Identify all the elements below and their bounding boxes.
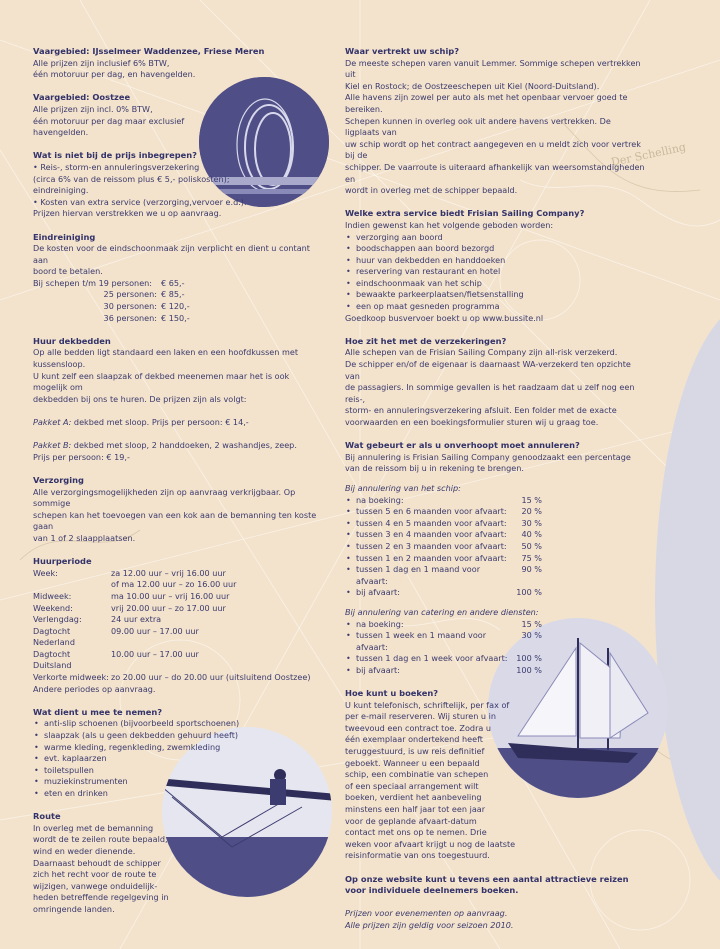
cancellation-row: • na boeking: 15 %	[345, 619, 542, 631]
website-note: Op onze website kunt u tevens een aantal attractieve reizen voor individuele deelnemers boeken.	[345, 873, 629, 896]
text-line: De meeste schepen varen vanuit Lemmer. Sommige schepen vertrekken uit	[345, 57, 641, 80]
text-line: omringende landen.	[33, 903, 115, 914]
section-niet-inbegrepen	[33, 150, 318, 220]
subheading: Bij annulering van het schip:	[345, 482, 461, 493]
list-item: • reservering van restaurant en hotel	[345, 266, 645, 278]
text-line: U kunt telefonisch, schriftelijk, per fax of	[345, 699, 510, 710]
text-line: Alle verzorgingsmogelijkheden zijn op aanvraag verkrijgbaar. Op sommige	[33, 486, 296, 509]
heading: Huurperiode	[33, 556, 92, 567]
text-line: (circa 6% van de reissom plus € 5,- poliskosten);	[33, 173, 230, 184]
price-row: 36 personen: € 150,-	[103, 312, 190, 323]
heading: Wat gebeurt er als u onverhoopt moet annuleren?	[345, 440, 580, 451]
heading: Hoe kunt u boeken?	[345, 688, 439, 699]
list-item: • verzorging aan boord	[345, 232, 645, 244]
text-line: dekbedden bij ons te huren. De prijzen zijn als volgt:	[33, 393, 247, 404]
text-line: of een speciaal arrangement wilt	[345, 780, 479, 791]
text-line: De schipper en/of de eigenaar is daarnaast WA-verzekerd ten opzichte van	[345, 359, 631, 381]
text-line: tweevoud een contract toe. Zodra u	[345, 722, 492, 733]
heading: Hoe zit het met de verzekeringen?	[345, 335, 507, 346]
cancellation-row: • tussen 2 en 3 maanden voor afvaart: 50 %	[345, 541, 542, 553]
section-website	[345, 874, 645, 897]
period-row: Verlengdag: 24 uur extra	[33, 614, 162, 625]
left-column	[33, 46, 318, 927]
text-line: Alle prijzen zijn inclusief 6% BTW,	[33, 57, 170, 68]
map-label: Der Schelling	[609, 140, 688, 169]
list-item: • warme kleding, regenkleding, zwemkleding	[33, 742, 318, 754]
list-item: • slaapzak (als u geen dekbedden gehuurd heeft)	[33, 730, 318, 742]
price-row: 25 personen: € 85,-	[103, 289, 185, 300]
text-line: wind en weder dienende.	[33, 845, 136, 856]
text-line: Indien gewenst kan het volgende geboden worden:	[345, 219, 554, 230]
heading: Wat is niet bij de prijs inbegrepen?	[33, 150, 197, 161]
text-line: de passagiers. In sommige gevallen is het raadzaam dat u zelf nog een reis-,	[345, 382, 635, 404]
list-item: • toiletspullen	[33, 765, 318, 777]
period-row: Midweek: ma 10.00 uur – vrij 16.00 uur	[33, 590, 230, 601]
heading: Eindreiniging	[33, 231, 96, 242]
section-verzorging	[33, 475, 318, 545]
text-line: minstens een half jaar tot een jaar	[345, 804, 486, 814]
text-line: geboekt. Wanneer u een bepaald	[345, 757, 480, 768]
text-line: voor de geplande afvaart-datum	[345, 815, 477, 826]
text-line: Schepen kunnen in overleg ook uit andere havens vertrekken. De ligplaats van	[345, 115, 611, 138]
price-list	[33, 278, 318, 324]
text-line: havengelden.	[33, 127, 89, 138]
cancellation-row: • tussen 5 en 6 maanden voor afvaart: 20 %	[345, 506, 542, 518]
text-line: schip, een combinatie van schepen	[345, 769, 489, 780]
text-line: • Kosten van extra service (verzorging,vervoer e.d.).	[33, 196, 247, 207]
heading: Verzorging	[33, 474, 84, 485]
cancellation-row: • tussen 1 dag en 1 week voor afvaart: 100 %	[345, 653, 542, 665]
list-item: • anti-slip schoenen (bijvoorbeeld sportschoenen)	[33, 718, 318, 730]
section-vertrek	[345, 46, 645, 197]
list-item: • muziekinstrumenten	[33, 776, 318, 788]
list-item: • huur van dekbedden en handdoeken	[345, 255, 645, 267]
text-line: storm- en annuleringsverzekering afsluit. Een folder met de exacte	[345, 405, 617, 416]
text-line: Prijzen hiervan verstrekken we u op aanvraag.	[33, 208, 222, 219]
text-line: Alle havens zijn zowel per auto als met het openbaar vervoer goed te bereiken.	[345, 92, 628, 114]
text-line: één motoruur per dag maar exclusief	[33, 115, 185, 126]
cancellation-row: • tussen 1 dag en 1 maand voor afvaart: 90 %	[345, 564, 542, 587]
heading: Vaargebied: IJsselmeer Waddenzee, Friese Meren	[33, 46, 265, 56]
list-item: • eindschoonmaak van het schip	[345, 278, 645, 290]
period-row: Week: za 12.00 uur – vrij 16.00 uur	[33, 567, 226, 578]
right-column	[345, 46, 645, 932]
heading: Route	[33, 811, 61, 822]
text-line: per e-mail reserveren. Wij sturen u in	[345, 711, 496, 722]
period-row: of ma 12.00 uur – zo 16.00 uur	[111, 579, 237, 590]
cancellation-catering-list	[345, 619, 645, 677]
cancellation-row: • tussen 1 week en 1 maand voor afvaart: 30 %	[345, 630, 542, 653]
text-line: • Reis-, storm-en annuleringsverzekering	[33, 161, 200, 172]
pakket-b-price: Prijs per persoon: € 19,-	[33, 451, 130, 462]
text-line: schepen kan het toevoegen van een kok aan de bemanning ten koste gaan	[33, 509, 317, 532]
period-row: Verkorte midweek: zo 20.00 uur – do 20.00 uur (uitsluitend Oostzee)	[33, 672, 311, 683]
text-line: contact met ons op te nemen. Drie	[345, 827, 487, 838]
text-line: Bij annulering is Frisian Sailing Company genoodzaakt een percentage	[345, 451, 631, 462]
text-line: Alle prijzen zijn incl. 0% BTW,	[33, 103, 153, 114]
section-huur-dekbedden	[33, 336, 318, 464]
text-line: reisinformatie van ons toegestuurd.	[345, 850, 490, 861]
text-line: teruggestuurd, is uw reis definitief	[345, 746, 485, 757]
text-line: voorwaarden en een boekingsformulier sturen wij u graag toe.	[345, 417, 599, 427]
text-line: weken voor afvaart krijgt u nog de laatste	[345, 838, 516, 849]
price-row: 30 personen: € 120,-	[103, 301, 190, 312]
note-seizoen: Alle prijzen zijn geldig voor seizoen 2010.	[345, 919, 514, 930]
cancellation-row: • bij afvaart: 100 %	[345, 665, 542, 677]
period-row: Dagtocht Duitsland 10.00 uur – 17.00 uur	[33, 648, 199, 671]
text-line: van 1 of 2 slaapplaatsen.	[33, 532, 136, 543]
section-verzekeringen	[345, 336, 645, 429]
section-eindreiniging	[33, 232, 318, 325]
text-line: Alle schepen van de Frisian Sailing Company zijn all-risk verzekerd.	[345, 347, 618, 358]
heading: Vaargebied: Oostzee	[33, 92, 131, 103]
text-line: boeken, verdient het aanbeveling	[345, 792, 482, 803]
pakket-b: Pakket B: dekbed met sloop, 2 handdoeken, 2 washandjes, zeep.	[33, 440, 297, 451]
text-line: Op alle bedden ligt standaard een laken en een hoofdkussen met kussensloop.	[33, 347, 299, 370]
section-vaargebied-oostzee	[33, 92, 318, 138]
cancellation-row: • na boeking: 15 %	[345, 495, 542, 507]
cancellation-ship-list	[345, 495, 645, 599]
text-line: schipper. De vaarroute is uiteraard afhankelijk van weersomstandigheden en	[345, 161, 645, 184]
text-line: zich het recht voor de route te	[33, 869, 157, 880]
text-line: één motoruur per dag, en havengelden.	[33, 69, 196, 80]
text-line: De kosten voor de eindschoonmaak zijn verplicht en dient u contant aan	[33, 243, 310, 265]
heading: Waar vertrekt uw schip?	[345, 46, 460, 56]
cancellation-row: • tussen 3 en 4 maanden voor afvaart: 40 %	[345, 529, 542, 541]
list-item: • bewaakte parkeerplaatsen/fietsenstalling	[345, 289, 645, 301]
heading: Wat dient u mee te nemen?	[33, 706, 163, 717]
text-line: heden betreffende regelgeving in	[33, 892, 169, 903]
text-line: van de reissom bij u in rekening te brengen.	[345, 463, 524, 474]
list-item: • een op maat gesneden programma	[345, 301, 645, 313]
price-row: Bij schepen t/m 19 personen: € 65,-	[33, 277, 185, 288]
text-line: één exemplaar ondertekend heeft	[345, 734, 483, 745]
text-line: wordt de te zeilen route bepaald,	[33, 834, 168, 845]
section-huurperiode	[33, 556, 318, 695]
section-meenemen	[33, 707, 318, 800]
text-line: eindreiniging.	[33, 185, 89, 196]
cancellation-row: • tussen 1 en 2 maanden voor afvaart: 75 %	[345, 553, 542, 565]
list-item: • eten en drinken	[33, 788, 318, 800]
text-line: wordt in overleg met de schipper bepaald.	[345, 185, 518, 196]
list-item: • boodschappen aan boord bezorgd	[345, 243, 645, 255]
note-evenementen: Prijzen voor evenementen op aanvraag.	[345, 908, 508, 919]
subheading: Bij annulering van catering en andere diensten:	[345, 606, 539, 617]
section-route	[33, 811, 318, 915]
section-boeken	[345, 688, 645, 862]
text-line: Kiel en Rostock; de Oostzeeschepen uit Kiel (Noord-Duitsland).	[345, 80, 600, 91]
text-line: boord te betalen.	[33, 266, 103, 277]
section-vaargebied-ijsselmeer	[33, 46, 318, 81]
text-line: uw schip wordt op het contract aangegeven en u meldt zich voor vertrek bij de	[345, 138, 641, 161]
text-line: Goedkoop busvervoer boekt u op www.bussite.nl	[345, 312, 544, 323]
text-line: Daarnaast behoudt de schipper	[33, 857, 161, 868]
pakket-a: Pakket A: dekbed met sloop. Prijs per persoon: € 14,-	[33, 417, 249, 427]
period-row: Dagtocht Nederland 09.00 uur – 17.00 uur	[33, 625, 199, 648]
text-line: U kunt zelf een slaapzak of dekbed meenemen maar het is ook mogelijk om	[33, 370, 290, 393]
text-line: In overleg met de bemanning	[33, 822, 154, 833]
heading: Welke extra service biedt Frisian Sailing Company?	[345, 208, 585, 219]
text-line: wijzigen, vanwege onduidelijk-	[33, 880, 158, 891]
text-line: Andere periodes op aanvraag.	[33, 683, 156, 694]
cancellation-row: • tussen 4 en 5 maanden voor afvaart: 30 %	[345, 518, 542, 530]
list-item: • evt. kaplaarzen	[33, 753, 318, 765]
heading: Huur dekbedden	[33, 335, 111, 346]
cancellation-row: • bij afvaart: 100 %	[345, 587, 542, 599]
section-annuleren	[345, 440, 645, 676]
section-extra-service	[345, 208, 645, 324]
period-row: Weekend: vrij 20.00 uur – zo 17.00 uur	[33, 602, 226, 613]
